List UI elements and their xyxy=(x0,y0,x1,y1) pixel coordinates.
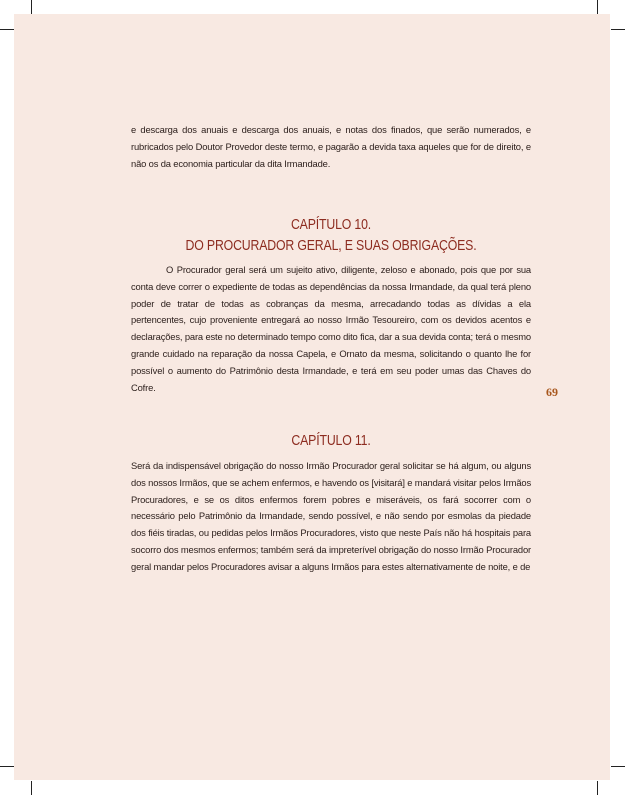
top-paragraph xyxy=(131,122,531,172)
crop-mark xyxy=(31,0,32,14)
paragraph-text: O Procurador geral será um sujeito ativo, diligente, zeloso e abonado, pois que por sua conta deve correr o expediente de todas as dependências da nossa Irmandade, da qual terá pleno poder de tratar de todas as cobranças da mesma, arrecadando todas as dívidas a ela pertencentes, cujo proveniente entregará ao nosso Irmão Tesoureiro, com os devidos acentos e declarações, para este no determinado tempo como dito fica, dar a sua devida conta; terá o mesmo grande cuidado na reparação da nossa Capela, e Ornato da mesma, solicitando o quanto lhe for possível o aumento do Patrimônio desta Irmandade, e terá em seu poder umas das Chaves do Cofre. xyxy=(131,264,531,393)
chapter-11-body xyxy=(131,458,531,576)
chapter-10-body xyxy=(131,262,531,396)
chapter-10-title: CAPÍTULO 10. xyxy=(290,216,372,233)
chapter-11-title: CAPÍTULO 11. xyxy=(291,432,371,449)
crop-mark xyxy=(31,781,32,795)
crop-mark xyxy=(597,0,598,14)
crop-mark xyxy=(611,29,625,30)
chapter-11-heading xyxy=(167,430,495,451)
book-page xyxy=(14,14,610,780)
paragraph-text: e descarga dos anuais e descarga dos anuais, e notas dos finados, que serão numerados, e rubricados pelo Doutor Provedor deste termo, e pagarão a devida taxa aqueles que for de direito, e não os da economia particular da dita Irmandade. xyxy=(131,124,531,169)
page-number: 69 xyxy=(546,385,558,399)
chapter-10-subtitle: DO PROCURADOR GERAL, E SUAS OBRIGAÇÕES. xyxy=(185,237,477,254)
crop-mark xyxy=(611,766,625,767)
crop-mark xyxy=(0,29,14,30)
crop-mark xyxy=(0,766,14,767)
crop-mark xyxy=(597,781,598,795)
paragraph-text: Será da indispensável obrigação do nosso Irmão Procurador geral solicitar se há algum, ou alguns dos nossos Irmãos, que se achem enfermos, e havendo os [visitará] e mandará visitar pelos Irmãos Procuradores, e se os ditos enfermos forem pobres e miseráveis, os fará socorrer com o necessário pelo Patrimônio da Irmandade, sendo possível, e não sendo por esmolas da piedade dos fiéis tiradas, ou pedidas pelos Irmãos Procuradores, visto que neste País não há hospitais para socorro dos mesmos enfermos; também será da impreterível obrigação do nosso Irmão Procurador geral mandar pelos Procuradores avisar a alguns Irmãos para estes alternativamente de noite, e de xyxy=(131,460,531,572)
chapter-10-heading xyxy=(167,214,495,256)
